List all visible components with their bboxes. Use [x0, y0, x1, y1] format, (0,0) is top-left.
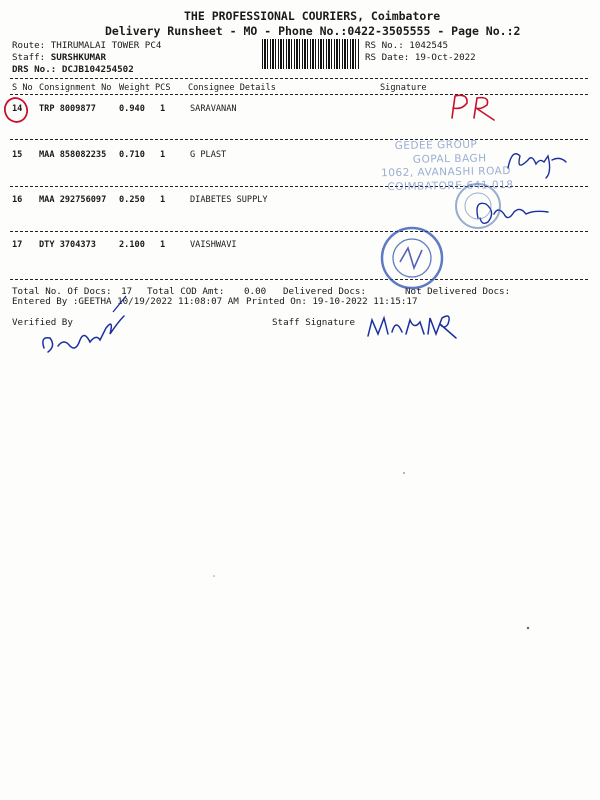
- stamp-line-4: COIMBATORE-641 018: [387, 178, 514, 193]
- rs-date-value: 19-Oct-2022: [414, 52, 476, 63]
- route-label: Route:: [12, 40, 46, 51]
- row-sno: 16: [12, 195, 23, 205]
- company-title: THE PROFESSIONAL COURIERS, Coimbatore: [184, 9, 441, 23]
- stamp-line-3: 1062, AVANASHI ROAD: [381, 165, 511, 180]
- date-correction-mark: [113, 296, 126, 312]
- signature-row-16: [477, 203, 548, 223]
- drs-value: DCJB104254502: [61, 64, 134, 75]
- row-consignment: MAA 292756097: [39, 195, 107, 205]
- staff-signature-label: Staff Signature: [272, 317, 355, 328]
- rs-no-value: 1042545: [409, 40, 449, 51]
- rs-no-label: RS No.:: [365, 40, 404, 51]
- row-consignee: G PLAST: [190, 150, 227, 160]
- staff-value: SURSHKUMAR: [50, 52, 107, 63]
- not-delivered-docs-label: Not Delivered Docs:: [405, 286, 511, 297]
- col-pcs: PCS: [155, 83, 171, 93]
- row-sno: 17: [12, 240, 23, 250]
- row-sno: 15: [12, 150, 23, 160]
- rs-date-label: RS Date:: [365, 52, 410, 63]
- row-pcs: 1: [160, 195, 166, 205]
- seal-stamp: [382, 228, 442, 288]
- document-subtitle: Delivery Runsheet - MO - Phone No.:0422-3505555 - Page No.:2: [105, 24, 521, 38]
- total-docs-label: Total No. Of Docs:: [12, 286, 112, 297]
- entered-by: Entered By :GEETHA 10/19/2022 11:08:07 AM: [12, 296, 239, 307]
- row-consignment: TRP 8009877: [39, 104, 96, 114]
- row-consignment: MAA 858082235: [39, 150, 107, 160]
- col-weight: Weight: [119, 83, 151, 93]
- row-consignee: VAISHWAVI: [190, 240, 237, 250]
- printed-on: Printed On: 19-10-2022 11:15:17: [246, 296, 418, 307]
- delivered-docs-label: Delivered Docs:: [283, 286, 366, 297]
- row-pcs: 1: [160, 240, 166, 250]
- row-pcs: 1: [160, 150, 166, 160]
- total-cod-value: 0.00: [244, 286, 267, 297]
- route-value: THIRUMALAI TOWER PC4: [50, 40, 162, 51]
- red-initials-signature: [452, 95, 494, 120]
- row-consignee: DIABETES SUPPLY: [190, 195, 268, 205]
- drs-label: DRS No.:: [12, 64, 57, 75]
- staff-signature-mark: [368, 316, 456, 338]
- row-weight: 0.940: [119, 104, 145, 114]
- total-docs-value: 17: [121, 286, 133, 297]
- total-cod-label: Total COD Amt:: [147, 286, 225, 297]
- red-circle-mark: [2, 95, 31, 125]
- row-weight: 2.100: [119, 240, 145, 250]
- row-consignee: SARAVANAN: [190, 104, 237, 114]
- stamp-line-1: GEDEE GROUP: [394, 138, 478, 153]
- verified-by-label: Verified By: [12, 317, 73, 328]
- col-consignee: Consignee Details: [188, 83, 276, 93]
- staff-label: Staff:: [12, 52, 46, 63]
- row-sno: 14: [12, 104, 23, 114]
- row-pcs: 1: [160, 104, 166, 114]
- stamp-line-2: GOPAL BAGH: [412, 151, 487, 166]
- col-signature: Signature: [380, 83, 427, 93]
- signature-row-15: [508, 154, 566, 178]
- col-consignment: Consignment No: [39, 83, 112, 93]
- verified-by-signature: [43, 316, 124, 352]
- col-sno: S No: [12, 83, 33, 93]
- row-weight: 0.710: [119, 150, 145, 160]
- row-consignment: DTY 3704373: [39, 240, 96, 250]
- row-weight: 0.250: [119, 195, 145, 205]
